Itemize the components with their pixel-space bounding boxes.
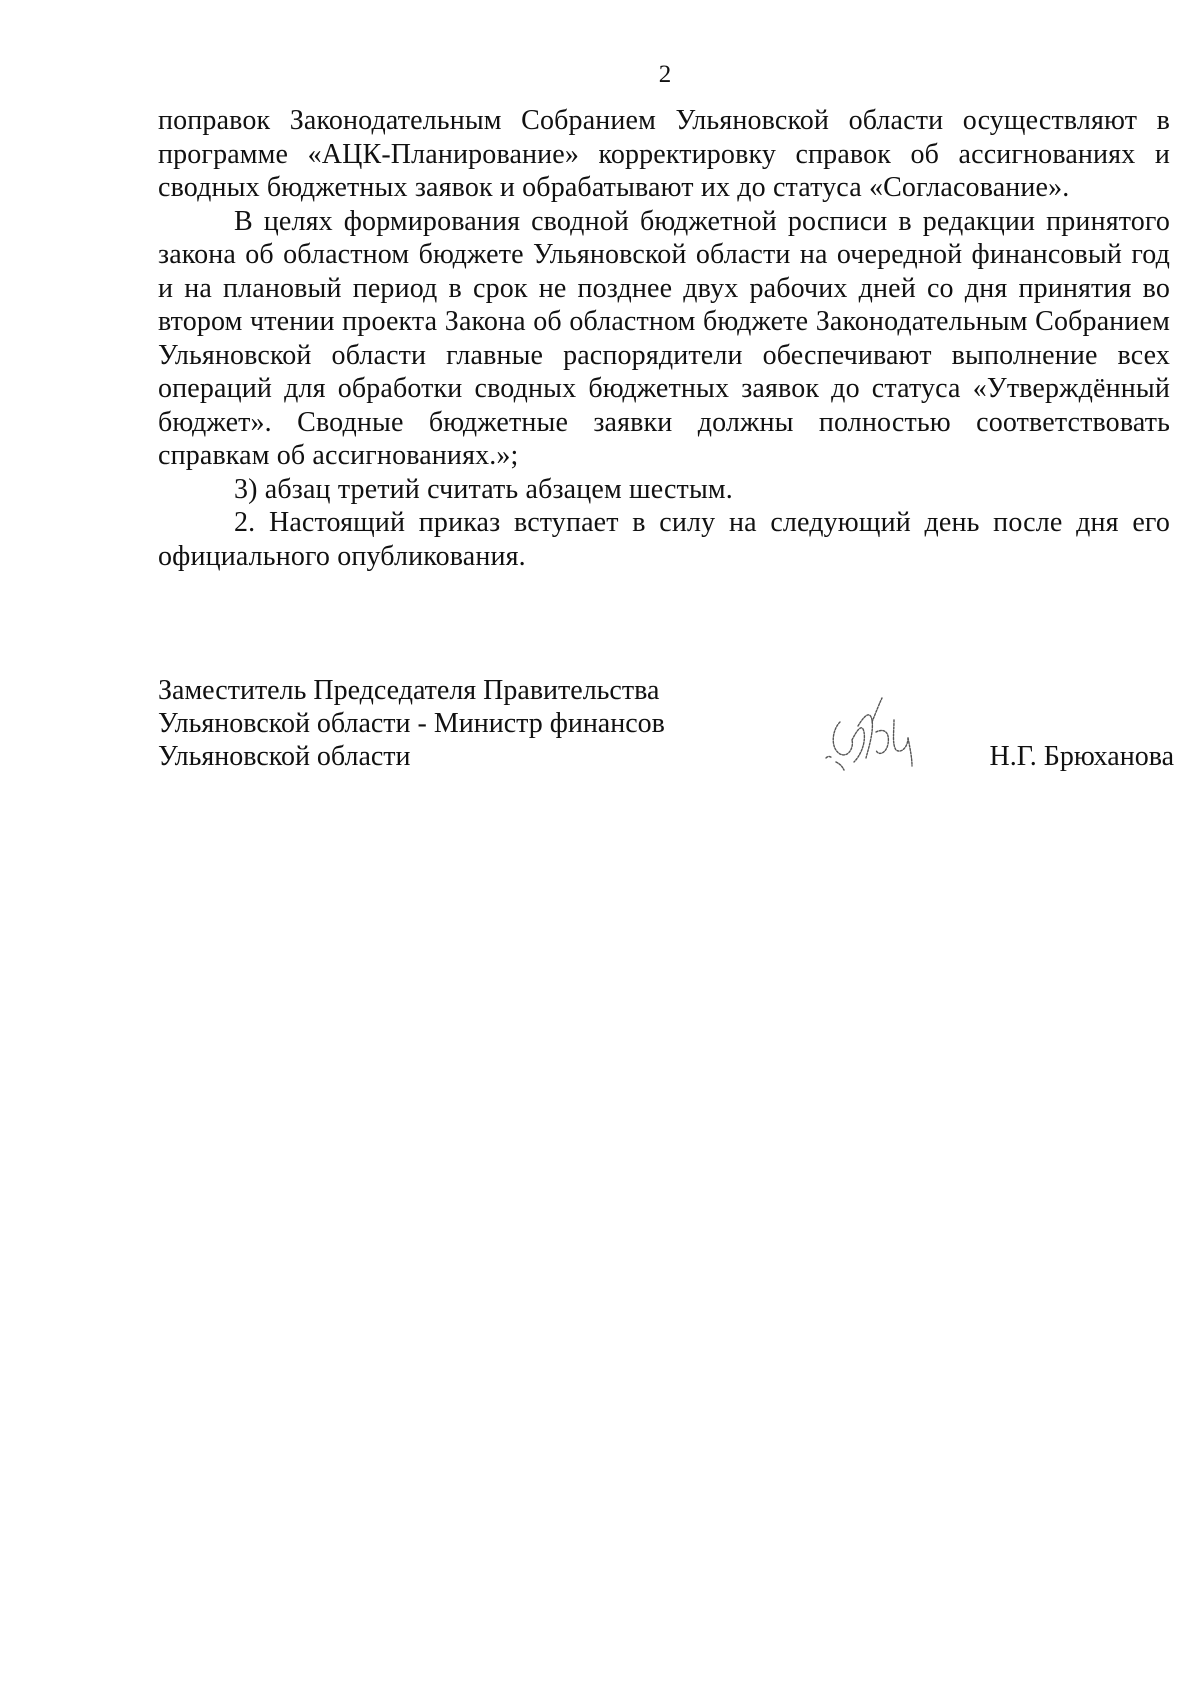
signatory-title — [158, 674, 718, 773]
handwritten-signature — [818, 692, 928, 782]
document-body — [158, 104, 1170, 573]
signatory-name: Н.Г. Брюханова — [989, 741, 1174, 772]
page-number: 2 — [658, 61, 672, 88]
paragraph-item-3: 3) абзац третий считать абзацем шестым. — [234, 473, 733, 505]
paragraph-continuation: поправок Законодательным Собранием Ульяновской области осуществляют в программе «АЦК-Планирование» корректировку справок об ассигнованиях и сводных бюджетных заявок и обрабатывают их до статуса «Согласование». — [158, 105, 1170, 203]
signatory-title-line: Ульяновской области — [158, 741, 411, 772]
signatory-title-line: Заместитель Председателя Правительства — [158, 675, 660, 706]
signatory-title-line: Ульяновской области - Министр финансов — [158, 708, 665, 739]
paragraph-item-2: 2. Настоящий приказ вступает в силу на следующий день после дня его официального опубликования. — [158, 507, 1170, 572]
paragraph-budget-schedule: В целях формирования сводной бюджетной росписи в редакции принятого закона об областном бюджете Ульяновской области на очередной финансовый год и на плановый период в срок не позднее двух рабочих дней со дня принятия во втором чтении проекта Закона об областном бюджете Законодательным Собранием Ульяновской области главные распорядители обеспечивают выполнение всех операций для обработки сводных бюджетных заявок до статуса «Утверждённый бюджет». Сводные бюджетные заявки должны полностью соответствовать справкам об ассигнованиях.»; — [158, 205, 1170, 471]
